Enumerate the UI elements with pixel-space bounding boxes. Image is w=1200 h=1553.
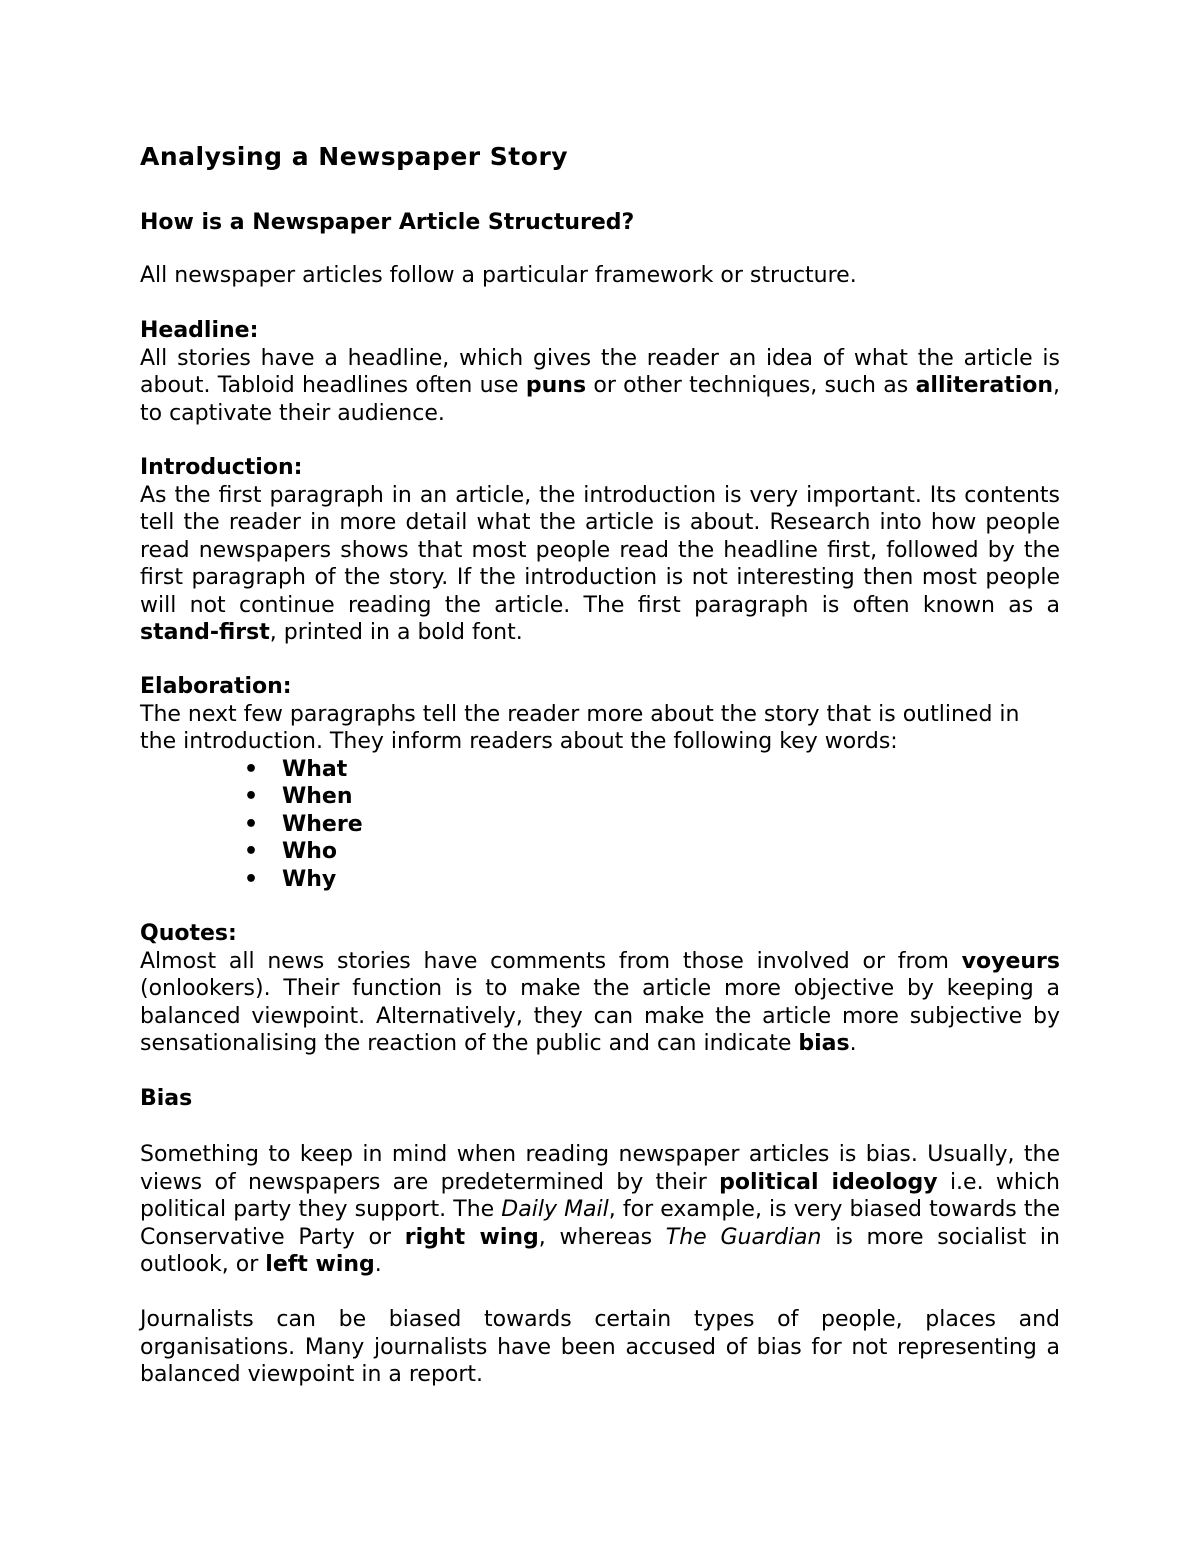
introduction-bold-stand-first: stand-first xyxy=(140,620,270,645)
bias-bold-left-wing: left wing xyxy=(265,1252,375,1277)
elaboration-section xyxy=(140,673,1060,893)
list-item-label: When xyxy=(282,784,353,809)
quotes-bold-bias: bias xyxy=(798,1031,850,1056)
list-item xyxy=(140,866,1060,894)
list-item-label: Why xyxy=(282,866,337,892)
bias-text-5: is more socialist in outlook, or xyxy=(140,1224,1060,1277)
bias-italic-daily-mail: Daily Mail xyxy=(501,1197,609,1222)
headline-heading: Headline: xyxy=(140,318,259,343)
bullet-icon: • xyxy=(244,756,259,782)
quotes-text-2: (onlookers). Their function is to make the article more objective by keeping a balanced viewpoint. Alternatively, they can make the article more subjective by sensationalising the reaction of the public and can indicate xyxy=(140,976,1060,1056)
bullet-icon: • xyxy=(244,811,259,837)
list-item-label: What xyxy=(282,756,348,782)
bias-paragraph-1 xyxy=(140,1141,1060,1279)
list-item xyxy=(140,756,1060,784)
quotes-bold-voyeurs: voyeurs xyxy=(961,948,1060,974)
headline-text-2: or other techniques, such as xyxy=(586,373,916,398)
introduction-heading: Introduction: xyxy=(140,455,303,480)
quotes-paragraph xyxy=(140,948,1060,1058)
headline-text-1: All stories have a headline, which gives the reader an idea of what the article is about. Tabloid headlines often use xyxy=(140,345,1060,398)
page-title: Analysing a Newspaper Story xyxy=(140,142,569,171)
introduction-text-1: As the first paragraph in an article, the introduction is very important. Its contents tell the reader in more detail what the article is about. Research into how people read newspapers shows that most people read the headline first, followed by the first paragraph of the story. If the introduction is not interesting then most people will not continue reading the article. The first paragraph is often known as a xyxy=(140,482,1060,618)
keyword-list xyxy=(140,756,1060,894)
list-item xyxy=(140,783,1060,811)
bullet-icon: • xyxy=(244,784,259,809)
bias-text-4: , whereas xyxy=(538,1224,666,1250)
list-item-label: Where xyxy=(282,811,363,837)
bias-heading: Bias xyxy=(140,1086,193,1111)
bias-text-3: , for example, is very biased towards the Conservative Party or xyxy=(140,1197,1060,1250)
bias-bold-political-ideology: political ideology xyxy=(719,1169,938,1195)
elaboration-heading: Elaboration: xyxy=(140,674,292,699)
bias-text-6: . xyxy=(374,1252,382,1277)
introduction-paragraph xyxy=(140,482,1060,647)
bias-paragraph-2: Journalists can be biased towards certain types of people, places and organisations. Many journalists have been accused of bias for not representing a balanced viewpoint in a report. xyxy=(140,1307,1060,1387)
document-page xyxy=(140,140,1061,1387)
headline-paragraph xyxy=(140,345,1060,428)
section-subtitle: How is a Newspaper Article Structured? xyxy=(140,210,635,235)
introduction-section xyxy=(140,454,1060,647)
bias-section xyxy=(140,1085,1060,1113)
list-item-label: Who xyxy=(282,839,338,864)
intro-line: All newspaper articles follow a particular framework or structure. xyxy=(140,263,857,288)
quotes-heading: Quotes: xyxy=(140,921,237,946)
quotes-text-3: . xyxy=(849,1031,857,1056)
list-item xyxy=(140,838,1060,866)
quotes-section xyxy=(140,920,1060,1058)
quotes-text-1: Almost all news stories have comments from those involved or from xyxy=(140,948,962,974)
bias-text-1: Something to keep in mind when reading newspaper articles is bias. Usually, the views of newspapers are predetermined by their xyxy=(140,1142,1060,1195)
bias-bold-right-wing: right wing xyxy=(404,1224,539,1250)
elaboration-paragraph: The next few paragraphs tell the reader more about the story that is outlined in the introduction. They inform readers about the following key words: xyxy=(140,701,1020,754)
bullet-icon: • xyxy=(244,839,259,864)
headline-text-3: , to captivate their audience. xyxy=(140,373,1061,426)
bias-text-2: i.e. which political party they support. The xyxy=(140,1169,1060,1222)
headline-bold-alliteration: alliteration xyxy=(915,373,1054,398)
bullet-icon: • xyxy=(244,866,259,892)
headline-section xyxy=(140,317,1060,427)
headline-bold-puns: puns xyxy=(525,373,587,398)
introduction-text-2: , printed in a bold font. xyxy=(269,620,523,645)
bias-italic-the-guardian: The Guardian xyxy=(665,1224,822,1250)
list-item xyxy=(140,811,1060,839)
